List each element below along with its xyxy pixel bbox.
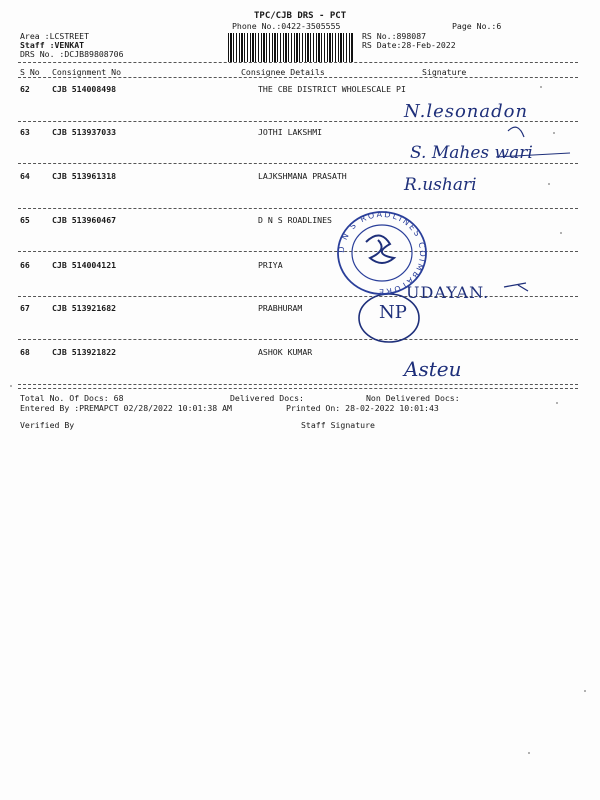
col-signature: Signature bbox=[422, 67, 467, 77]
verified-by: Verified By bbox=[20, 420, 75, 430]
row-consignee: LAJKSHMANA PRASATH bbox=[258, 171, 347, 181]
row-consignment: CJB 513921822 bbox=[52, 347, 117, 357]
row-consignee: PRIYA bbox=[258, 260, 283, 270]
signature-62: N.lesonadon bbox=[404, 101, 529, 122]
row-consignment: CJB 514008498 bbox=[52, 84, 117, 94]
signature-67: NP bbox=[379, 302, 407, 323]
signature-66: UDAYAN. bbox=[406, 283, 490, 302]
printed-on: Printed On: 28-02-2022 10:01:43 bbox=[286, 403, 439, 413]
row-sno: 66 bbox=[20, 260, 30, 270]
area-label: Area :LCSTREET bbox=[20, 31, 90, 41]
row-consignment: CJB 513960467 bbox=[52, 215, 117, 225]
total-docs: Total No. Of Docs: 68 bbox=[20, 393, 124, 403]
row-sno: 64 bbox=[20, 171, 30, 181]
document-title: TPC/CJB DRS - PCT bbox=[254, 11, 347, 21]
phone-number: Phone No.:0422-3505555 bbox=[232, 21, 341, 31]
row-consignment: CJB 513921682 bbox=[52, 303, 117, 313]
drs-number: DRS No. :DCJB89808706 bbox=[20, 49, 124, 59]
row-consignment: CJB 513961318 bbox=[52, 171, 117, 181]
rs-date: RS Date:28-Feb-2022 bbox=[362, 40, 456, 50]
col-sno: S No bbox=[20, 67, 40, 77]
row-sno: 68 bbox=[20, 347, 30, 357]
row-consignee: ASHOK KUMAR bbox=[258, 347, 313, 357]
barcode bbox=[228, 33, 353, 62]
divider bbox=[18, 62, 578, 63]
signature-64: R.ushari bbox=[404, 175, 477, 195]
pen-strokes bbox=[400, 95, 580, 395]
row-consignee: D N S ROADLINES bbox=[258, 215, 332, 225]
row-sno: 62 bbox=[20, 84, 30, 94]
staff-label: Staff :VENKAT bbox=[20, 40, 85, 50]
signature-63: S. Mahes wari bbox=[410, 143, 533, 163]
row-sno: 65 bbox=[20, 215, 30, 225]
non-delivered-docs: Non Delivered Docs: bbox=[366, 393, 460, 403]
stamp-text: D N S ROADLINES COIMBATORE bbox=[336, 210, 428, 296]
staff-signature: Staff Signature bbox=[301, 420, 375, 430]
delivered-docs: Delivered Docs: bbox=[230, 393, 304, 403]
entered-by: Entered By :PREMAPCT 02/28/2022 10:01:38 AM bbox=[20, 403, 232, 413]
divider bbox=[18, 77, 578, 78]
page-number: Page No.:6 bbox=[452, 21, 502, 31]
signature-68: Asteu bbox=[404, 357, 462, 381]
col-consignment: Consignment No bbox=[52, 67, 122, 77]
row-sno: 63 bbox=[20, 127, 30, 137]
col-consignee: Consignee Details bbox=[241, 67, 325, 77]
row-consignee: JOTHI LAKSHMI bbox=[258, 127, 323, 137]
rs-number: RS No.:898087 bbox=[362, 31, 427, 41]
row-sno: 67 bbox=[20, 303, 30, 313]
row-consignment: CJB 513937033 bbox=[52, 127, 117, 137]
row-consignee: PRABHURAM bbox=[258, 303, 303, 313]
divider bbox=[18, 388, 578, 389]
row-consignment: CJB 514004121 bbox=[52, 260, 117, 270]
row-consignee: THE CBE DISTRICT WHOLESCALE PI bbox=[258, 84, 406, 94]
